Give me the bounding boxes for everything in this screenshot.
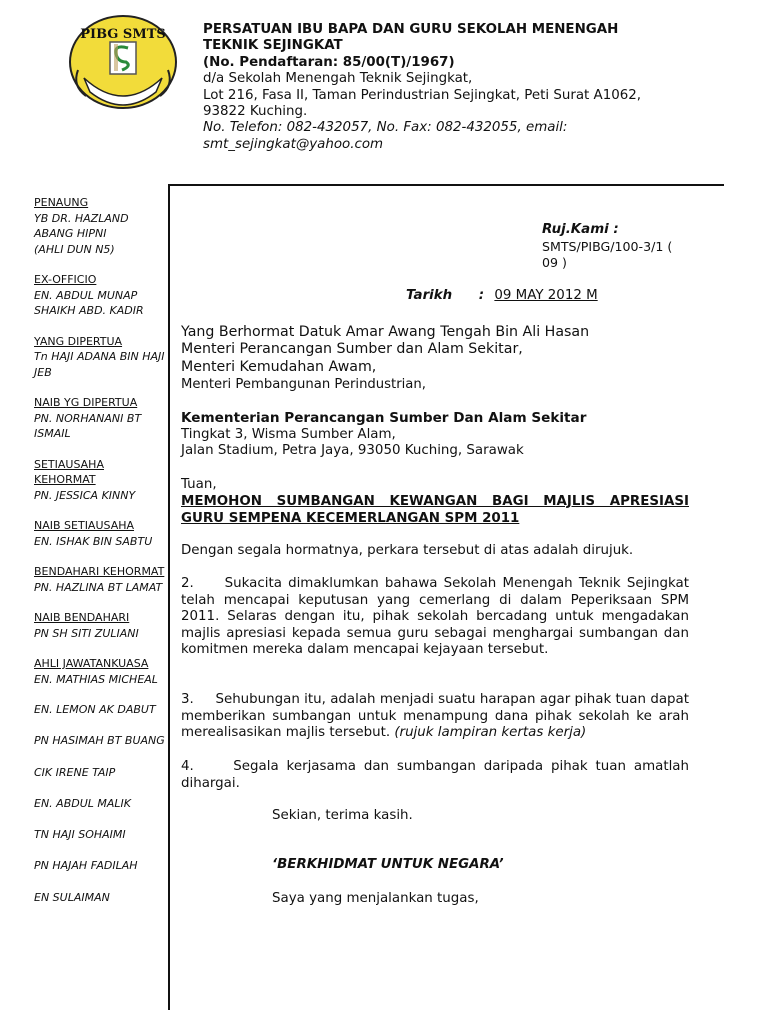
paragraph-2: 2. Sukacita dimaklumkan bahawa Sekolah Menengah Teknik Sejingkat telah mencapai keputusan yang cemerlang di dalam Peperiksaan SPM 2011. Selaras dengan itu, pihak sekolah bercadang untuk mengadakan majlis apresiasi kepada semua guru sebagai menghargai sumbangan dan komitmen mereka dalam mencapai kejayaan tersebut.	[181, 576, 689, 658]
reference-label: Ruj.Kami :	[542, 222, 619, 237]
paragraph-4: 4. Segala kerjasama dan sumbangan daripada pihak tuan amatlah dihargai.	[181, 759, 689, 791]
committee-group	[34, 656, 168, 687]
recipient-block	[181, 324, 689, 394]
committee-member-name: EN. MATHIAS MICHEAL	[34, 672, 158, 686]
paragraph-3	[181, 692, 689, 742]
date-line	[406, 288, 706, 305]
committee-role-title: EX-OFFICIO	[34, 273, 97, 286]
subject-line2: GURU SEMPENA KECEMERLANGAN SPM 2011	[181, 510, 520, 526]
org-name-line1: PERSATUAN IBU BAPA DAN GURU SEKOLAH MENENGAH	[203, 22, 619, 37]
contact-line2: smt_sejingkat@yahoo.com	[203, 136, 384, 152]
committee-member-name: TN HAJI SOHAIMI	[34, 828, 126, 842]
committee-role-title: NAIB YG DIPERTUA	[34, 396, 138, 409]
committee-member-name: EN. ABDUL MUNAP	[34, 288, 138, 302]
header-divider	[168, 184, 724, 186]
contact-line1: No. Telefon: 082-432057, No. Fax: 082-432055, email:	[203, 120, 568, 136]
committee-member-name: EN. LEMON AK DABUT	[34, 703, 156, 716]
committee-group	[34, 195, 168, 257]
committee-group	[34, 334, 168, 381]
committee-member-name: PN. JESSICA KINNY	[34, 488, 136, 502]
committee-member-name: PN. HAZLINA BT LAMAT	[34, 580, 163, 594]
closing-line: Sekian, terima kasih.	[272, 808, 413, 823]
committee-member-name: CIK IRENE TAIP	[34, 765, 116, 779]
committee-group	[34, 518, 168, 549]
ministry-block	[181, 410, 689, 460]
committee-role-title: SETIAUSAHA KEHORMAT	[34, 457, 104, 486]
committee-group	[34, 610, 168, 641]
committee-group	[34, 457, 168, 504]
committee-group	[34, 395, 168, 442]
address-line2: Lot 216, Fasa II, Taman Perindustrian Sejingkat, Peti Surat A1062,	[203, 87, 642, 103]
ministry-name: Kementerian Perancangan Sumber Dan Alam Sekitar	[181, 410, 587, 426]
committee-role-title: AHLI JAWATANKUASA	[34, 657, 149, 670]
committee-member-name: EN. ABDUL MALIK	[34, 796, 131, 810]
registration-number: (No. Pendaftaran: 85/00(T)/1967)	[203, 54, 455, 70]
committee-member-name: (AHLI DUN N5)	[34, 242, 115, 256]
committee-member-name: ABANG HIPNI	[34, 227, 107, 240]
committee-group	[34, 564, 168, 595]
date-colon: :	[478, 288, 485, 303]
org-name-line2: TEKNIK SEJINGKAT	[203, 38, 343, 54]
recipient-line: Yang Berhormat Datuk Amar Awang Tengah Bin Ali Hasan	[181, 324, 590, 340]
committee-member-name: PN HASIMAH BT BUANG	[34, 734, 165, 748]
date-value: 09 MAY 2012 M	[494, 288, 598, 303]
recipient-line: Menteri Perancangan Sumber dan Alam Sekitar,	[181, 341, 523, 358]
motto: ‘BERKHIDMAT UNTUK NEGARA’	[272, 857, 504, 872]
salutation: Tuan,	[181, 477, 217, 492]
committee-role-title: PENAUNG	[34, 196, 89, 209]
address-line3: 93822 Kuching.	[203, 104, 308, 120]
address-line1: d/a Sekolah Menengah Teknik Sejingkat,	[203, 71, 473, 87]
pibg-logo	[68, 14, 178, 110]
committee-sidebar	[34, 195, 168, 921]
recipient-line: Menteri Pembangunan Perindustrian,	[181, 377, 426, 393]
date-label: Tarikh	[406, 288, 453, 303]
paragraph-1: Dengan segala hormatnya, perkara tersebut di atas adalah dirujuk.	[181, 543, 634, 558]
logo-lettering: PIBG SMTS	[80, 27, 166, 42]
committee-member-name: EN SULAIMAN	[34, 890, 110, 904]
committee-member-name: ISMAIL	[34, 427, 71, 440]
committee-group	[34, 272, 168, 319]
committee-member-name: PN HAJAH FADILAH	[34, 859, 138, 873]
reference-value-line2: 09 )	[542, 255, 567, 271]
committee-member-name: JEB	[34, 365, 52, 379]
sidebar-divider	[168, 184, 170, 1010]
ministry-address-line: Jalan Stadium, Petra Jaya, 93050 Kuching, Sarawak	[181, 443, 524, 459]
sign-off: Saya yang menjalankan tugas,	[272, 891, 479, 906]
committee-member-name: PN. NORHANANI BT	[34, 411, 142, 425]
committee-role-title: YANG DIPERTUA	[34, 334, 123, 348]
committee-member-name: Tn HAJI ADANA BIN HAJI	[34, 350, 165, 363]
committee-role-title: NAIB BENDAHARI	[34, 611, 130, 624]
committee-member-name: EN. ISHAK BIN SABTU	[34, 534, 153, 548]
subject-block	[181, 494, 689, 527]
letterhead	[203, 22, 743, 153]
committee-member-name: SHAIKH ABD. KADIR	[34, 304, 144, 317]
committee-role-title: BENDAHARI KEHORMAT	[34, 565, 165, 578]
committee-role-title: NAIB SETIAUSAHA	[34, 519, 135, 532]
paragraph-3-text: 3. Sehubungan itu, adalah menjadi suatu harapan agar pihak tuan dapat memberikan sumbangan untuk menampung dana pihak sekolah ke arah merealisasikan majlis tersebut.	[181, 692, 689, 741]
reference-block	[542, 222, 712, 272]
committee-member-name: PN SH SITI ZULIANI	[34, 626, 139, 640]
reference-value-line1: SMTS/PIBG/100-3/1 (	[542, 238, 673, 254]
subject-line1: MEMOHON SUMBANGAN KEWANGAN BAGI MAJLIS APRESIASI	[181, 494, 689, 509]
recipient-line: Menteri Kemudahan Awam,	[181, 358, 377, 375]
committee-member-name: YB DR. HAZLAND	[34, 211, 129, 225]
ministry-address-line: Tingkat 3, Wisma Sumber Alam,	[181, 426, 396, 442]
paragraph-3-reference: (rujuk lampiran kertas kerja)	[390, 725, 587, 741]
